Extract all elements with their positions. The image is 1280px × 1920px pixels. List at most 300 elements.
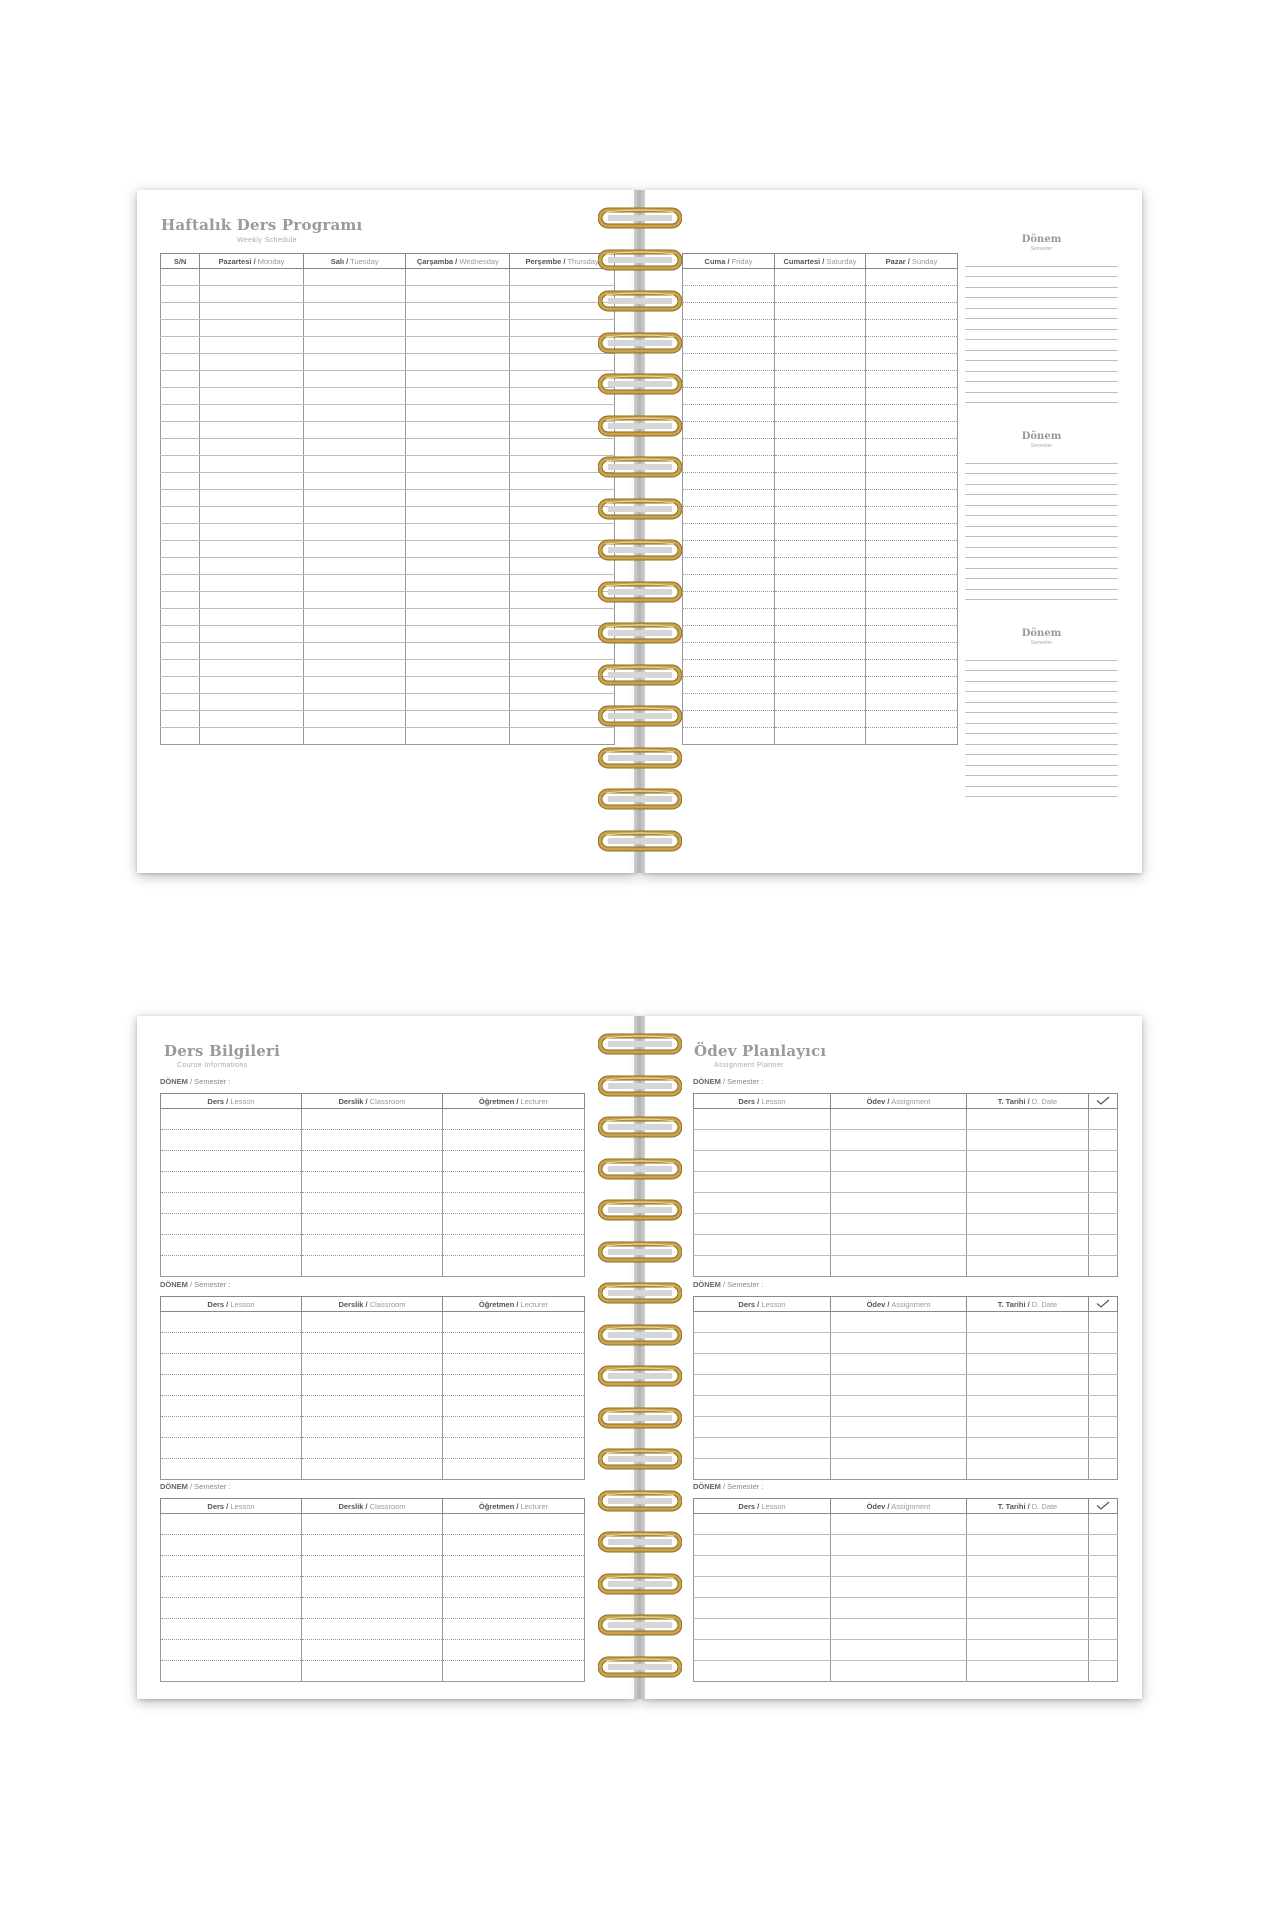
note-line[interactable] <box>965 590 1118 601</box>
table-cell[interactable] <box>831 1535 967 1556</box>
table-cell[interactable] <box>1089 1235 1118 1256</box>
table-cell[interactable] <box>406 609 510 626</box>
table-cell[interactable] <box>302 1354 443 1375</box>
table-cell[interactable] <box>161 1535 302 1556</box>
note-line[interactable] <box>965 319 1118 330</box>
table-cell[interactable] <box>161 303 200 320</box>
table-cell[interactable] <box>161 694 200 711</box>
table-cell[interactable] <box>161 1151 302 1172</box>
table-cell[interactable] <box>683 626 775 643</box>
table-cell[interactable] <box>161 1375 302 1396</box>
table-cell[interactable] <box>831 1235 967 1256</box>
note-line[interactable] <box>965 713 1118 724</box>
note-line[interactable] <box>965 527 1118 538</box>
table-cell[interactable] <box>406 524 510 541</box>
table-cell[interactable] <box>683 558 775 575</box>
table-cell[interactable] <box>200 643 304 660</box>
note-line[interactable] <box>965 682 1118 693</box>
table-cell[interactable] <box>161 439 200 456</box>
table-cell[interactable] <box>302 1396 443 1417</box>
table-cell[interactable] <box>1089 1109 1118 1130</box>
table-cell[interactable] <box>831 1151 967 1172</box>
table-cell[interactable] <box>775 371 866 388</box>
table-cell[interactable] <box>866 507 958 524</box>
table-cell[interactable] <box>161 626 200 643</box>
table-cell[interactable] <box>683 269 775 286</box>
table-cell[interactable] <box>866 422 958 439</box>
table-cell[interactable] <box>406 269 510 286</box>
table-cell[interactable] <box>200 490 304 507</box>
table-cell[interactable] <box>200 422 304 439</box>
table-cell[interactable] <box>161 490 200 507</box>
table-cell[interactable] <box>303 320 406 337</box>
table-cell[interactable] <box>775 388 866 405</box>
table-cell[interactable] <box>1089 1577 1118 1598</box>
table-cell[interactable] <box>694 1640 831 1661</box>
note-line[interactable] <box>965 485 1118 496</box>
table-cell[interactable] <box>406 490 510 507</box>
table-cell[interactable] <box>200 660 304 677</box>
table-cell[interactable] <box>775 660 866 677</box>
table-cell[interactable] <box>302 1438 443 1459</box>
table-cell[interactable] <box>303 286 406 303</box>
table-cell[interactable] <box>406 405 510 422</box>
table-cell[interactable] <box>866 286 958 303</box>
table-cell[interactable] <box>694 1214 831 1235</box>
table-cell[interactable] <box>161 422 200 439</box>
table-cell[interactable] <box>694 1417 831 1438</box>
table-cell[interactable] <box>775 507 866 524</box>
table-cell[interactable] <box>406 677 510 694</box>
note-line[interactable] <box>965 393 1118 404</box>
note-line[interactable] <box>965 288 1118 299</box>
table-cell[interactable] <box>200 711 304 728</box>
table-cell[interactable] <box>683 473 775 490</box>
table-cell[interactable] <box>1089 1640 1118 1661</box>
table-cell[interactable] <box>200 473 304 490</box>
table-cell[interactable] <box>683 303 775 320</box>
table-cell[interactable] <box>303 303 406 320</box>
table-cell[interactable] <box>303 626 406 643</box>
table-cell[interactable] <box>161 1459 302 1480</box>
table-cell[interactable] <box>406 575 510 592</box>
table-cell[interactable] <box>303 507 406 524</box>
table-cell[interactable] <box>443 1535 585 1556</box>
table-cell[interactable] <box>406 592 510 609</box>
table-cell[interactable] <box>302 1417 443 1438</box>
table-cell[interactable] <box>302 1577 443 1598</box>
table-cell[interactable] <box>866 541 958 558</box>
table-cell[interactable] <box>161 1193 302 1214</box>
table-cell[interactable] <box>775 490 866 507</box>
table-cell[interactable] <box>775 677 866 694</box>
table-cell[interactable] <box>866 575 958 592</box>
table-cell[interactable] <box>302 1375 443 1396</box>
table-cell[interactable] <box>683 388 775 405</box>
table-cell[interactable] <box>967 1417 1089 1438</box>
table-cell[interactable] <box>443 1312 585 1333</box>
table-cell[interactable] <box>967 1375 1089 1396</box>
note-line[interactable] <box>965 537 1118 548</box>
table-cell[interactable] <box>302 1193 443 1214</box>
table-cell[interactable] <box>200 337 304 354</box>
table-cell[interactable] <box>775 694 866 711</box>
table-cell[interactable] <box>694 1396 831 1417</box>
table-cell[interactable] <box>303 456 406 473</box>
table-cell[interactable] <box>866 269 958 286</box>
table-cell[interactable] <box>443 1214 585 1235</box>
table-cell[interactable] <box>302 1333 443 1354</box>
table-cell[interactable] <box>967 1235 1089 1256</box>
table-cell[interactable] <box>161 1661 302 1682</box>
table-cell[interactable] <box>161 354 200 371</box>
table-cell[interactable] <box>303 405 406 422</box>
table-cell[interactable] <box>831 1556 967 1577</box>
table-cell[interactable] <box>161 711 200 728</box>
table-cell[interactable] <box>866 660 958 677</box>
table-cell[interactable] <box>161 541 200 558</box>
table-cell[interactable] <box>683 541 775 558</box>
table-cell[interactable] <box>302 1535 443 1556</box>
table-cell[interactable] <box>1089 1514 1118 1535</box>
table-cell[interactable] <box>303 660 406 677</box>
table-cell[interactable] <box>967 1514 1089 1535</box>
table-cell[interactable] <box>161 337 200 354</box>
table-cell[interactable] <box>775 337 866 354</box>
table-cell[interactable] <box>200 541 304 558</box>
table-cell[interactable] <box>302 1661 443 1682</box>
table-cell[interactable] <box>1089 1459 1118 1480</box>
table-cell[interactable] <box>406 643 510 660</box>
table-cell[interactable] <box>866 626 958 643</box>
table-cell[interactable] <box>1089 1130 1118 1151</box>
table-cell[interactable] <box>303 711 406 728</box>
table-cell[interactable] <box>303 558 406 575</box>
table-cell[interactable] <box>406 541 510 558</box>
table-cell[interactable] <box>200 286 304 303</box>
table-cell[interactable] <box>866 456 958 473</box>
table-cell[interactable] <box>406 337 510 354</box>
table-cell[interactable] <box>775 728 866 745</box>
table-cell[interactable] <box>967 1193 1089 1214</box>
table-cell[interactable] <box>1089 1438 1118 1459</box>
table-cell[interactable] <box>1089 1375 1118 1396</box>
table-cell[interactable] <box>200 371 304 388</box>
table-cell[interactable] <box>443 1661 585 1682</box>
table-cell[interactable] <box>866 303 958 320</box>
table-cell[interactable] <box>775 456 866 473</box>
table-cell[interactable] <box>303 609 406 626</box>
table-cell[interactable] <box>1089 1535 1118 1556</box>
table-cell[interactable] <box>303 473 406 490</box>
table-cell[interactable] <box>200 626 304 643</box>
note-line[interactable] <box>965 382 1118 393</box>
note-line[interactable] <box>965 506 1118 517</box>
note-line[interactable] <box>965 755 1118 766</box>
note-line[interactable] <box>965 267 1118 278</box>
table-cell[interactable] <box>200 728 304 745</box>
table-cell[interactable] <box>161 286 200 303</box>
table-cell[interactable] <box>1089 1312 1118 1333</box>
table-cell[interactable] <box>303 541 406 558</box>
table-cell[interactable] <box>683 711 775 728</box>
table-cell[interactable] <box>694 1535 831 1556</box>
table-cell[interactable] <box>1089 1256 1118 1277</box>
note-line[interactable] <box>965 766 1118 777</box>
table-cell[interactable] <box>866 320 958 337</box>
table-cell[interactable] <box>302 1151 443 1172</box>
table-cell[interactable] <box>683 286 775 303</box>
table-cell[interactable] <box>303 728 406 745</box>
note-line[interactable] <box>965 724 1118 735</box>
table-cell[interactable] <box>302 1619 443 1640</box>
note-line[interactable] <box>965 372 1118 383</box>
note-line[interactable] <box>965 516 1118 527</box>
table-cell[interactable] <box>683 337 775 354</box>
table-cell[interactable] <box>1089 1619 1118 1640</box>
table-cell[interactable] <box>831 1661 967 1682</box>
table-cell[interactable] <box>775 558 866 575</box>
note-line[interactable] <box>965 361 1118 372</box>
table-cell[interactable] <box>161 1619 302 1640</box>
table-cell[interactable] <box>443 1417 585 1438</box>
table-cell[interactable] <box>683 524 775 541</box>
table-cell[interactable] <box>443 1172 585 1193</box>
table-cell[interactable] <box>443 1193 585 1214</box>
table-cell[interactable] <box>694 1193 831 1214</box>
table-cell[interactable] <box>302 1640 443 1661</box>
table-cell[interactable] <box>683 320 775 337</box>
table-cell[interactable] <box>303 592 406 609</box>
table-cell[interactable] <box>683 456 775 473</box>
table-cell[interactable] <box>683 354 775 371</box>
table-cell[interactable] <box>831 1417 967 1438</box>
table-cell[interactable] <box>967 1333 1089 1354</box>
note-line[interactable] <box>965 495 1118 506</box>
table-cell[interactable] <box>866 643 958 660</box>
table-cell[interactable] <box>866 405 958 422</box>
table-cell[interactable] <box>200 677 304 694</box>
table-cell[interactable] <box>683 422 775 439</box>
note-line[interactable] <box>965 558 1118 569</box>
note-line[interactable] <box>965 671 1118 682</box>
table-cell[interactable] <box>831 1214 967 1235</box>
table-cell[interactable] <box>443 1514 585 1535</box>
table-cell[interactable] <box>302 1235 443 1256</box>
table-cell[interactable] <box>303 337 406 354</box>
table-cell[interactable] <box>443 1375 585 1396</box>
table-cell[interactable] <box>831 1354 967 1375</box>
note-line[interactable] <box>965 661 1118 672</box>
table-cell[interactable] <box>967 1577 1089 1598</box>
table-cell[interactable] <box>694 1661 831 1682</box>
table-cell[interactable] <box>775 626 866 643</box>
table-cell[interactable] <box>683 694 775 711</box>
table-cell[interactable] <box>443 1333 585 1354</box>
table-cell[interactable] <box>683 677 775 694</box>
table-cell[interactable] <box>866 711 958 728</box>
note-line[interactable] <box>965 340 1118 351</box>
table-cell[interactable] <box>161 558 200 575</box>
table-cell[interactable] <box>161 1235 302 1256</box>
table-cell[interactable] <box>200 575 304 592</box>
note-line[interactable] <box>965 787 1118 798</box>
table-cell[interactable] <box>694 1375 831 1396</box>
table-cell[interactable] <box>302 1130 443 1151</box>
table-cell[interactable] <box>775 303 866 320</box>
table-cell[interactable] <box>406 660 510 677</box>
table-cell[interactable] <box>1089 1214 1118 1235</box>
table-cell[interactable] <box>866 371 958 388</box>
table-cell[interactable] <box>406 728 510 745</box>
table-cell[interactable] <box>1089 1661 1118 1682</box>
table-cell[interactable] <box>161 575 200 592</box>
table-cell[interactable] <box>775 422 866 439</box>
table-cell[interactable] <box>161 1214 302 1235</box>
table-cell[interactable] <box>694 1109 831 1130</box>
table-cell[interactable] <box>161 405 200 422</box>
table-cell[interactable] <box>443 1256 585 1277</box>
table-cell[interactable] <box>967 1396 1089 1417</box>
table-cell[interactable] <box>303 439 406 456</box>
table-cell[interactable] <box>831 1396 967 1417</box>
table-cell[interactable] <box>200 558 304 575</box>
note-line[interactable] <box>965 298 1118 309</box>
table-cell[interactable] <box>161 1172 302 1193</box>
table-cell[interactable] <box>200 592 304 609</box>
table-cell[interactable] <box>831 1640 967 1661</box>
table-cell[interactable] <box>1089 1556 1118 1577</box>
table-cell[interactable] <box>775 439 866 456</box>
table-cell[interactable] <box>161 1109 302 1130</box>
table-cell[interactable] <box>161 388 200 405</box>
table-cell[interactable] <box>775 286 866 303</box>
table-cell[interactable] <box>683 643 775 660</box>
table-cell[interactable] <box>161 507 200 524</box>
table-cell[interactable] <box>406 320 510 337</box>
table-cell[interactable] <box>775 609 866 626</box>
table-cell[interactable] <box>683 439 775 456</box>
table-cell[interactable] <box>161 456 200 473</box>
table-cell[interactable] <box>161 1556 302 1577</box>
table-cell[interactable] <box>967 1619 1089 1640</box>
table-cell[interactable] <box>443 1556 585 1577</box>
table-cell[interactable] <box>967 1109 1089 1130</box>
table-cell[interactable] <box>303 524 406 541</box>
table-cell[interactable] <box>683 609 775 626</box>
table-cell[interactable] <box>200 609 304 626</box>
table-cell[interactable] <box>1089 1151 1118 1172</box>
table-cell[interactable] <box>200 388 304 405</box>
note-line[interactable] <box>965 650 1118 661</box>
table-cell[interactable] <box>775 643 866 660</box>
table-cell[interactable] <box>1089 1598 1118 1619</box>
table-cell[interactable] <box>303 269 406 286</box>
note-line[interactable] <box>965 256 1118 267</box>
table-cell[interactable] <box>683 490 775 507</box>
table-cell[interactable] <box>161 1354 302 1375</box>
table-cell[interactable] <box>406 558 510 575</box>
table-cell[interactable] <box>694 1577 831 1598</box>
table-cell[interactable] <box>831 1109 967 1130</box>
table-cell[interactable] <box>406 422 510 439</box>
table-cell[interactable] <box>406 388 510 405</box>
note-line[interactable] <box>965 309 1118 320</box>
note-line[interactable] <box>965 703 1118 714</box>
table-cell[interactable] <box>200 320 304 337</box>
table-cell[interactable] <box>831 1172 967 1193</box>
table-cell[interactable] <box>302 1514 443 1535</box>
table-cell[interactable] <box>866 473 958 490</box>
table-cell[interactable] <box>694 1354 831 1375</box>
table-cell[interactable] <box>161 1256 302 1277</box>
table-cell[interactable] <box>967 1598 1089 1619</box>
table-cell[interactable] <box>1089 1333 1118 1354</box>
table-cell[interactable] <box>866 439 958 456</box>
table-cell[interactable] <box>683 660 775 677</box>
table-cell[interactable] <box>683 371 775 388</box>
table-cell[interactable] <box>302 1556 443 1577</box>
note-line[interactable] <box>965 277 1118 288</box>
table-cell[interactable] <box>775 405 866 422</box>
table-cell[interactable] <box>161 1312 302 1333</box>
table-cell[interactable] <box>406 694 510 711</box>
table-cell[interactable] <box>443 1577 585 1598</box>
table-cell[interactable] <box>694 1312 831 1333</box>
table-cell[interactable] <box>967 1459 1089 1480</box>
table-cell[interactable] <box>775 711 866 728</box>
table-cell[interactable] <box>200 439 304 456</box>
table-cell[interactable] <box>406 439 510 456</box>
table-cell[interactable] <box>303 388 406 405</box>
table-cell[interactable] <box>161 473 200 490</box>
table-cell[interactable] <box>406 711 510 728</box>
table-cell[interactable] <box>866 592 958 609</box>
table-cell[interactable] <box>161 1577 302 1598</box>
table-cell[interactable] <box>683 728 775 745</box>
table-cell[interactable] <box>694 1172 831 1193</box>
table-cell[interactable] <box>161 592 200 609</box>
table-cell[interactable] <box>303 422 406 439</box>
table-cell[interactable] <box>303 643 406 660</box>
table-cell[interactable] <box>831 1459 967 1480</box>
table-cell[interactable] <box>967 1354 1089 1375</box>
table-cell[interactable] <box>694 1151 831 1172</box>
table-cell[interactable] <box>866 354 958 371</box>
table-cell[interactable] <box>443 1151 585 1172</box>
table-cell[interactable] <box>694 1556 831 1577</box>
table-cell[interactable] <box>967 1312 1089 1333</box>
table-cell[interactable] <box>967 1640 1089 1661</box>
table-cell[interactable] <box>866 490 958 507</box>
note-line[interactable] <box>965 474 1118 485</box>
table-cell[interactable] <box>831 1514 967 1535</box>
table-cell[interactable] <box>161 1438 302 1459</box>
table-cell[interactable] <box>1089 1172 1118 1193</box>
note-line[interactable] <box>965 745 1118 756</box>
table-cell[interactable] <box>302 1214 443 1235</box>
table-cell[interactable] <box>406 286 510 303</box>
table-cell[interactable] <box>694 1598 831 1619</box>
table-cell[interactable] <box>694 1514 831 1535</box>
table-cell[interactable] <box>161 1514 302 1535</box>
table-cell[interactable] <box>683 405 775 422</box>
table-cell[interactable] <box>200 303 304 320</box>
table-cell[interactable] <box>200 456 304 473</box>
table-cell[interactable] <box>694 1130 831 1151</box>
table-cell[interactable] <box>161 1640 302 1661</box>
table-cell[interactable] <box>967 1556 1089 1577</box>
